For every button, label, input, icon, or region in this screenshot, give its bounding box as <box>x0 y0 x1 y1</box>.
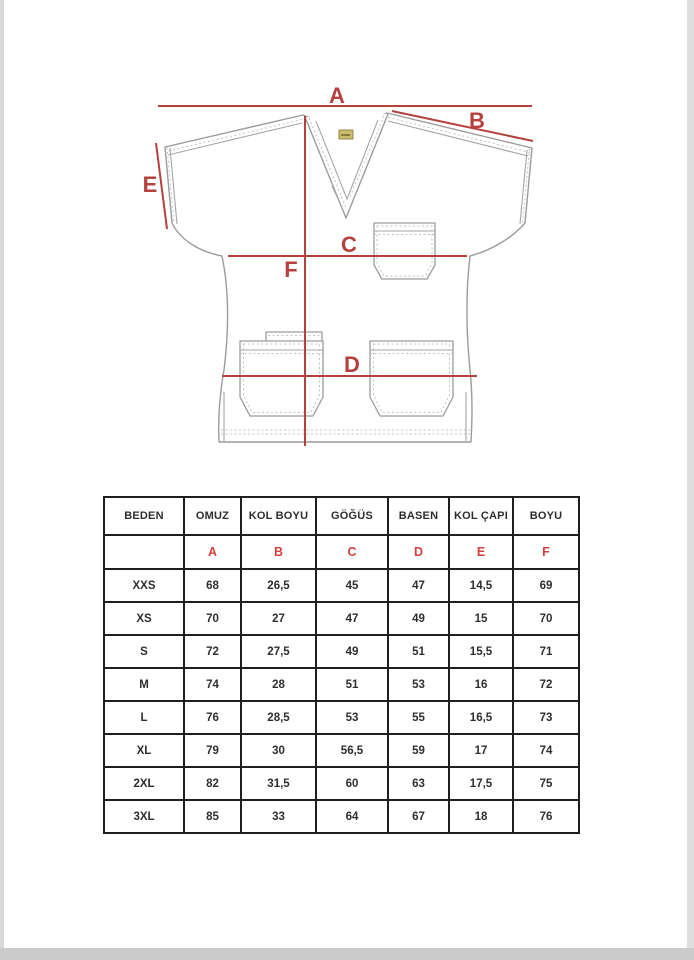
value-cell: 51 <box>316 668 388 701</box>
letter-row <box>104 535 579 569</box>
table-header-row <box>104 497 579 535</box>
size-cell: 3XL <box>104 800 184 833</box>
right-lower-pocket <box>370 341 453 416</box>
value-cell: 79 <box>184 734 241 767</box>
column-header-beden: BEDEN <box>104 497 184 535</box>
value-cell: 15,5 <box>449 635 513 668</box>
column-header-kol-capi: KOL ÇAPI <box>449 497 513 535</box>
value-cell: 67 <box>388 800 449 833</box>
scan-edge-right <box>687 0 694 960</box>
value-cell: 74 <box>184 668 241 701</box>
value-cell: 33 <box>241 800 316 833</box>
size-cell: L <box>104 701 184 734</box>
value-cell: 75 <box>513 767 579 800</box>
value-cell: 30 <box>241 734 316 767</box>
size-cell: XL <box>104 734 184 767</box>
value-cell: 18 <box>449 800 513 833</box>
table-row <box>104 602 579 635</box>
value-cell: 27 <box>241 602 316 635</box>
value-cell: 16,5 <box>449 701 513 734</box>
value-cell: 49 <box>388 602 449 635</box>
column-header-gogus: GÖĞÜS <box>316 497 388 535</box>
value-cell: 71 <box>513 635 579 668</box>
value-cell: 68 <box>184 569 241 602</box>
size-cell: XS <box>104 602 184 635</box>
letter-cell-d: D <box>388 535 449 569</box>
value-cell: 14,5 <box>449 569 513 602</box>
measure-label-d: D <box>344 352 360 377</box>
value-cell: 76 <box>184 701 241 734</box>
value-cell: 15 <box>449 602 513 635</box>
value-cell: 55 <box>388 701 449 734</box>
value-cell: 17,5 <box>449 767 513 800</box>
value-cell: 49 <box>316 635 388 668</box>
table-row <box>104 734 579 767</box>
value-cell: 28 <box>241 668 316 701</box>
value-cell: 53 <box>316 701 388 734</box>
size-cell: 2XL <box>104 767 184 800</box>
value-cell: 59 <box>388 734 449 767</box>
value-cell: 85 <box>184 800 241 833</box>
value-cell: 70 <box>184 602 241 635</box>
table-row <box>104 800 579 833</box>
value-cell: 31,5 <box>241 767 316 800</box>
column-header-kol-boyu: KOL BOYU <box>241 497 316 535</box>
value-cell: 16 <box>449 668 513 701</box>
value-cell: 74 <box>513 734 579 767</box>
value-cell: 17 <box>449 734 513 767</box>
value-cell: 73 <box>513 701 579 734</box>
measure-label-e: E <box>142 172 158 197</box>
value-cell: 63 <box>388 767 449 800</box>
column-header-basen: BASEN <box>388 497 449 535</box>
column-header-omuz: OMUZ <box>184 497 241 535</box>
value-cell: 76 <box>513 800 579 833</box>
scan-edge-bottom <box>0 948 694 960</box>
chest-pocket <box>374 223 435 279</box>
size-cell: S <box>104 635 184 668</box>
table-row <box>104 668 579 701</box>
value-cell: 69 <box>513 569 579 602</box>
letter-cell-b: B <box>241 535 316 569</box>
value-cell: 70 <box>513 602 579 635</box>
value-cell: 27,5 <box>241 635 316 668</box>
pen-pocket <box>266 332 322 341</box>
value-cell: 51 <box>388 635 449 668</box>
value-cell: 64 <box>316 800 388 833</box>
measure-label-b: B <box>469 108 485 133</box>
size-table <box>103 496 580 834</box>
measure-label-a: A <box>329 83 345 108</box>
measure-label-c: C <box>341 232 357 257</box>
value-cell: 53 <box>388 668 449 701</box>
value-cell: 45 <box>316 569 388 602</box>
table-row <box>104 569 579 602</box>
size-cell: M <box>104 668 184 701</box>
garment <box>165 113 532 442</box>
value-cell: 82 <box>184 767 241 800</box>
value-cell: 26,5 <box>241 569 316 602</box>
letter-cell-f: F <box>513 535 579 569</box>
table-row <box>104 635 579 668</box>
letter-cell-e: E <box>449 535 513 569</box>
scan-edge-left <box>0 0 4 960</box>
size-cell: XXS <box>104 569 184 602</box>
column-header-boyu: BOYU <box>513 497 579 535</box>
value-cell: 72 <box>513 668 579 701</box>
value-cell: 60 <box>316 767 388 800</box>
value-cell: 47 <box>388 569 449 602</box>
value-cell: 56,5 <box>316 734 388 767</box>
letter-cell-a: A <box>184 535 241 569</box>
value-cell: 28,5 <box>241 701 316 734</box>
letter-cell-empty <box>104 535 184 569</box>
neck-tag <box>339 130 353 139</box>
left-lower-pocket <box>240 341 323 416</box>
table-row <box>104 701 579 734</box>
value-cell: 72 <box>184 635 241 668</box>
measure-label-f: F <box>284 257 298 282</box>
table-row <box>104 767 579 800</box>
value-cell: 47 <box>316 602 388 635</box>
letter-cell-c: C <box>316 535 388 569</box>
